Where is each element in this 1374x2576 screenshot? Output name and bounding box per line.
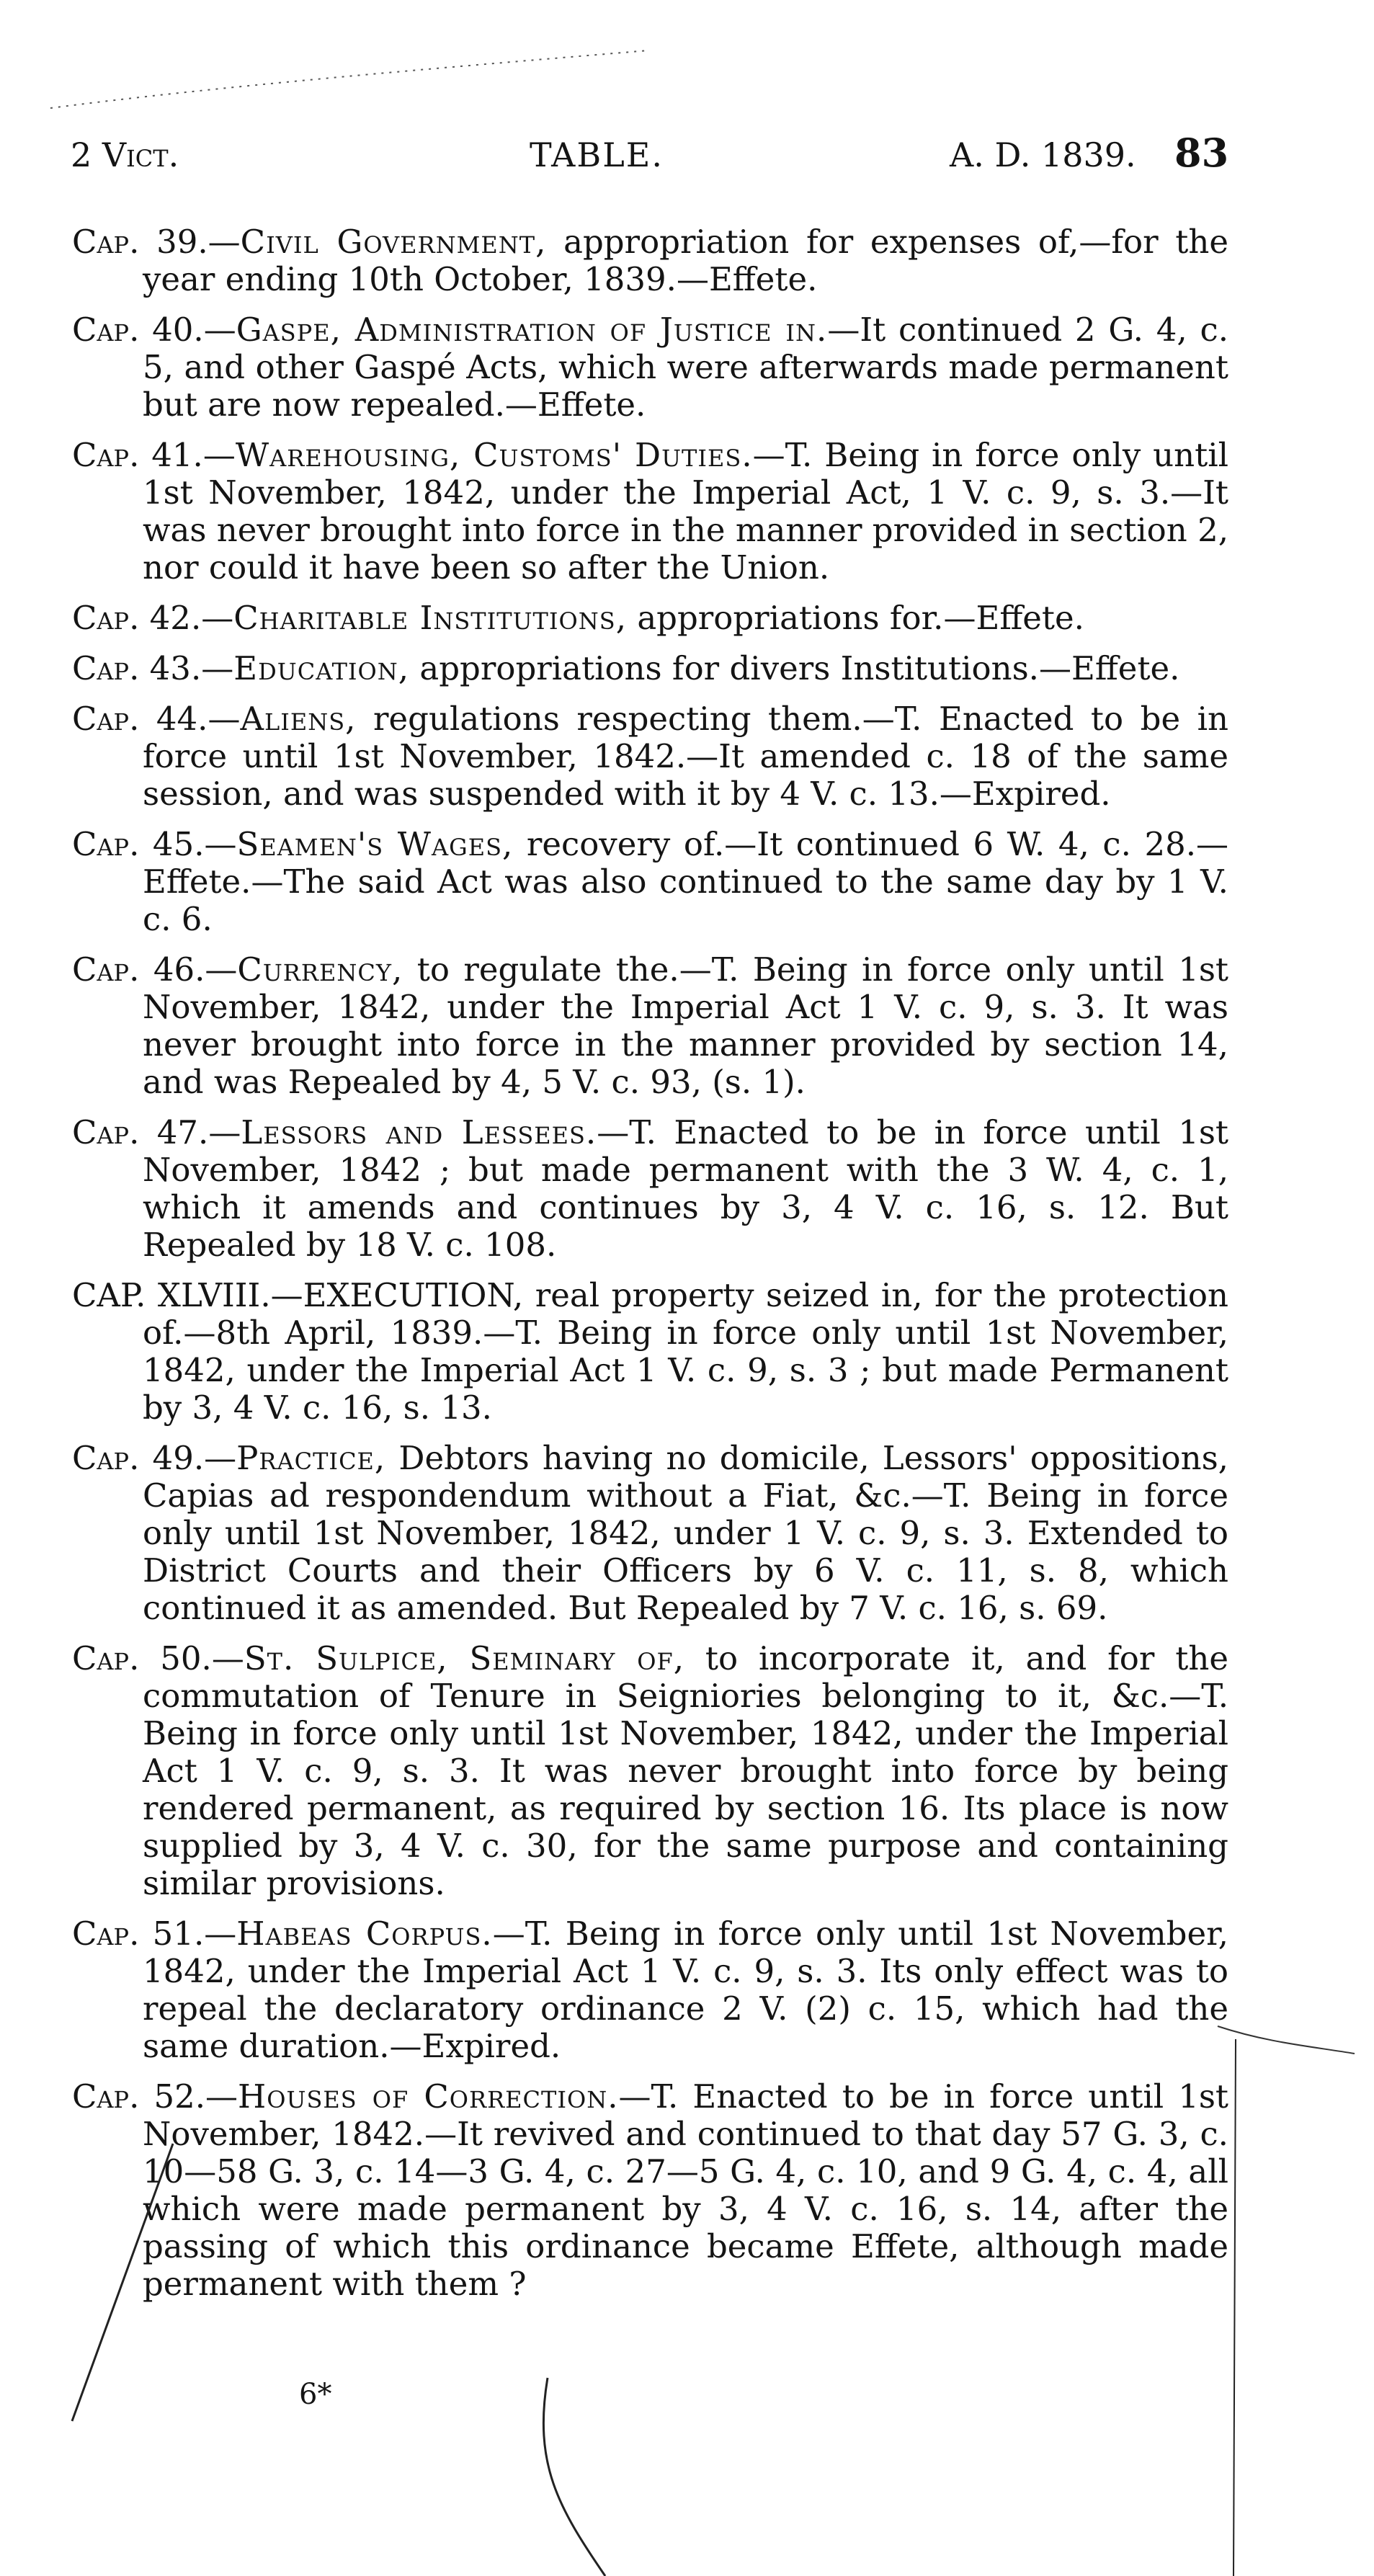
chapter-topic: Practice, — [236, 1439, 386, 1477]
chapter-text: —T. Being in force only until 1st November, 1842, under the Imperial Act, 1 V. c. 9, s. 3.—It was never brought into force in the manner provided in section 2, nor could it have been so after the Union. — [143, 436, 1228, 587]
chapter-topic: Civil Government, — [240, 223, 547, 261]
chapter-entry-40: Cap. 40.—Gaspe, Administration of Justice in.—It continued 2 G. 4, c. 5, and other Gaspé Acts, which were afterwards made permanent but are now repealed.—Effete. — [72, 311, 1229, 424]
chapter-text: —T. Enacted to be in force until 1st November, 1842.—It revived and continued to that day 57 G. 3, c. 10—58 G. 3, c. 14—3 G. 4, c. 27—5 G. 4, c. 10, and 9 G. 4, c. 4, all which were made permanent by 3, 4 V. c. 16, s. 14, after the passing of which this ordinance became Effete, although made permanent with them ? — [143, 2077, 1229, 2303]
chapter-number: CAP. XLVIII. — [72, 1276, 271, 1314]
page-number: 83 — [1174, 130, 1229, 176]
chapter-text: appropriations for divers Institutions.—Effete. — [409, 649, 1180, 687]
chapter-entry-44: Cap. 44.—Aliens, regulations respecting them.—T. Enacted to be in force until 1st November, 1842.—It amended c. 18 of the same session, and was suspended with it by 4 V. c. 13.—Expired. — [72, 700, 1229, 813]
chapter-text: real property seized in, for the protection of.—8th April, 1839.—T. Being in force only until 1st November, 1842, under the Imperial Act 1 V. c. 9, s. 3 ; but made Permanent by 3, 4 V. c. 16, s. 13. — [143, 1276, 1228, 1427]
chapter-entry-50: Cap. 50.—St. Sulpice, Seminary of, to incorporate it, and for the commutation of Tenure in Seigniories belonging to it, &c.—T. Being in force only until 1st November, 1842, under the Imperial Act 1 V. c. 9, s. 3. It was never brought into force by being rendered permanent, as required by section 16. Its place is now supplied by 3, 4 V. c. 30, for the same purpose and containing similar provisions. — [72, 1639, 1228, 1902]
chapter-entry-48: CAP. XLVIII.—EXECUTION, real property seized in, for the protection of.—8th April, 1839.—T. Being in force only until 1st November, 1842, under the Imperial Act 1 V. c. 9, s. 3 ; but made Permanent by 3, 4 V. c. 16, s. 13. — [72, 1276, 1228, 1427]
chapter-number: Cap. 42. — [72, 599, 202, 637]
chapter-number: Cap. 43. — [72, 649, 202, 687]
right-margin-scrawl — [1218, 2026, 1355, 2054]
chapter-topic: Seamen's Wages, — [236, 825, 514, 863]
chapter-entry-42: Cap. 42.—Charitable Institutions, appropriations for.—Effete. — [72, 599, 1084, 637]
chapter-topic: Education, — [233, 649, 410, 687]
chapter-text: recovery of.—It continued 6 W. 4, c. 28.—Effete.—The said Act was also continued to the same day by 1 V. c. 6. — [143, 825, 1229, 938]
chapter-topic: Warehousing, Customs' Duties. — [235, 436, 753, 474]
chapter-entry-45: Cap. 45.—Seamen's Wages, recovery of.—It continued 6 W. 4, c. 28.—Effete.—The said Act was also continued to the same day by 1 V. c. 6. — [72, 825, 1229, 938]
margin-pen-stroke — [72, 2144, 173, 2421]
chapter-topic: EXECUTION, — [303, 1276, 524, 1314]
chapter-topic: St. Sulpice, Seminary of, — [244, 1639, 685, 1677]
chapter-entry-46: Cap. 46.—Currency, to regulate the.—T. Being in force only until 1st November, 1842, under the Imperial Act 1 V. c. 9, s. 3. It was never brought into force in the manner provided by section 14, and was Repealed by 4, 5 V. c. 93, (s. 1). — [72, 950, 1229, 1101]
header-regnal-year: 2 Vict. — [71, 135, 179, 174]
chapter-entry-49: Cap. 49.—Practice, Debtors having no domicile, Lessors' oppositions, Capias ad respondendum without a Fiat, &c.—T. Being in force only until 1st November, 1842, under 1 V. c. 9, s. 3. Extended to District Courts and their Officers by 6 V. c. 11, s. 8, which continued it as amended. But Repealed by 7 V. c. 16, s. 69. — [72, 1439, 1228, 1627]
chapter-topic: Habeas Corpus. — [236, 1915, 493, 1953]
chapter-entry-43: Cap. 43.—Education, appropriations for divers Institutions.—Effete. — [72, 649, 1180, 687]
signature-mark: 6* — [299, 2378, 332, 2411]
chapter-text: to regulate the.—T. Being in force only until 1st November, 1842, under the Imperial Act 1 V. c. 9, s. 3. It was never brought into force in the manner provided by section 14, and was Repealed by 4, 5 V. c. 93, (s. 1). — [143, 950, 1229, 1101]
chapter-topic: Charitable Institutions, — [233, 599, 628, 637]
chapter-text: —T. Enacted to be in force until 1st November, 1842 ; but made permanent with the 3 W. 4, c. 1, which it amends and continues by 3, 4 V. c. 16, s. 12. But Repealed by 18 V. c. 108. — [143, 1113, 1229, 1264]
header-year: A. D. 1839. — [950, 135, 1136, 174]
chapter-entry-52: Cap. 52.—Houses of Correction.—T. Enacted to be in force until 1st November, 1842.—It revived and continued to that day 57 G. 3, c. 10—58 G. 3, c. 14—3 G. 4, c. 27—5 G. 4, c. 10, and 9 G. 4, c. 4, all which were made permanent by 3, 4 V. c. 16, s. 14, after the passing of which this ordinance became Effete, although made permanent with them ? — [72, 2077, 1229, 2303]
chapter-text: to incorporate it, and for the commutation of Tenure in Seigniories belonging to it, &c.—T. Being in force only until 1st November, 1842, under the Imperial Act 1 V. c. 9, s. 3. It was never brought into force by being rendered permanent, as required by section 16. Its place is now supplied by 3, 4 V. c. 30, for the same purpose and containing similar provisions. — [143, 1639, 1228, 1902]
chapter-number: Cap. 51. — [72, 1915, 205, 1953]
chapter-topic: Gaspe, Administration of Justice in. — [236, 311, 828, 349]
chapter-number: Cap. 52. — [72, 2077, 206, 2116]
chapter-topic: Houses of Correction. — [238, 2077, 619, 2116]
chapter-entry-47: Cap. 47.—Lessors and Lessees.—T. Enacted to be in force until 1st November, 1842 ; but made permanent with the 3 W. 4, c. 1, which it amends and continues by 3, 4 V. c. 16, s. 12. But Repealed by 18 V. c. 108. — [72, 1113, 1229, 1264]
chapter-text: —T. Being in force only until 1st November, 1842, under the Imperial Act 1 V. c. 9, s. 3. Its only effect was to repeal the declaratory ordinance 2 V. (2) c. 15, which had the same duration.—Expired. — [143, 1915, 1228, 2065]
chapter-topic: Currency, — [237, 950, 403, 989]
chapter-number: Cap. 46. — [72, 950, 205, 989]
chapter-number: Cap. 40. — [72, 311, 204, 349]
chapter-entry-51: Cap. 51.—Habeas Corpus.—T. Being in force only until 1st November, 1842, under the Imperial Act 1 V. c. 9, s. 3. Its only effect was to repeal the declaratory ordinance 2 V. (2) c. 15, which had the same duration.—Expired. — [72, 1915, 1228, 2065]
chapter-topic: Lessors and Lessees. — [241, 1113, 597, 1151]
chapter-number: Cap. 45. — [72, 825, 205, 863]
chapter-number: Cap. 44. — [72, 700, 208, 738]
chapter-text: appropriation for expenses of,—for the year ending 10th October, 1839.—Effete. — [143, 223, 1228, 298]
chapter-number: Cap. 41. — [72, 436, 203, 474]
chapter-number: Cap. 49. — [72, 1439, 205, 1477]
chapter-text: —It continued 2 G. 4, c. 5, and other Gaspé Acts, which were afterwards made permanent but are now repealed.—Effete. — [143, 311, 1229, 424]
chapter-number: Cap. 47. — [72, 1113, 209, 1151]
chapter-text: regulations respecting them.—T. Enacted to be in force until 1st November, 1842.—It amended c. 18 of the same session, and was suspended with it by 4 V. c. 13.—Expired. — [143, 700, 1229, 813]
chapter-entry-39: Cap. 39.—Civil Government, appropriation for expenses of,—for the year ending 10th October, 1839.—Effete. — [72, 223, 1228, 298]
chapter-number: Cap. 50. — [72, 1639, 212, 1677]
top-scratch-line — [50, 50, 648, 108]
chapter-number: Cap. 39. — [72, 223, 208, 261]
bottom-pen-stroke — [543, 2378, 605, 2576]
header-title: TABLE. — [530, 135, 664, 174]
chapter-entry-41: Cap. 41.—Warehousing, Customs' Duties.—T. Being in force only until 1st November, 1842, under the Imperial Act, 1 V. c. 9, s. 3.—It was never brought into force in the manner provided in section 2, nor could it have been so after the Union. — [72, 436, 1228, 587]
chapter-text: Debtors having no domicile, Lessors' oppositions, Capias ad respondendum without a Fiat, &c.—T. Being in force only until 1st November, 1842, under 1 V. c. 9, s. 3. Extended to District Courts and their Officers by 6 V. c. 11, s. 8, which continued it as amended. But Repealed by 7 V. c. 16, s. 69. — [143, 1439, 1228, 1627]
chapter-topic: Aliens, — [240, 700, 357, 738]
right-margin-line — [1234, 2039, 1236, 2576]
chapter-text: appropriations for.—Effete. — [627, 599, 1084, 637]
